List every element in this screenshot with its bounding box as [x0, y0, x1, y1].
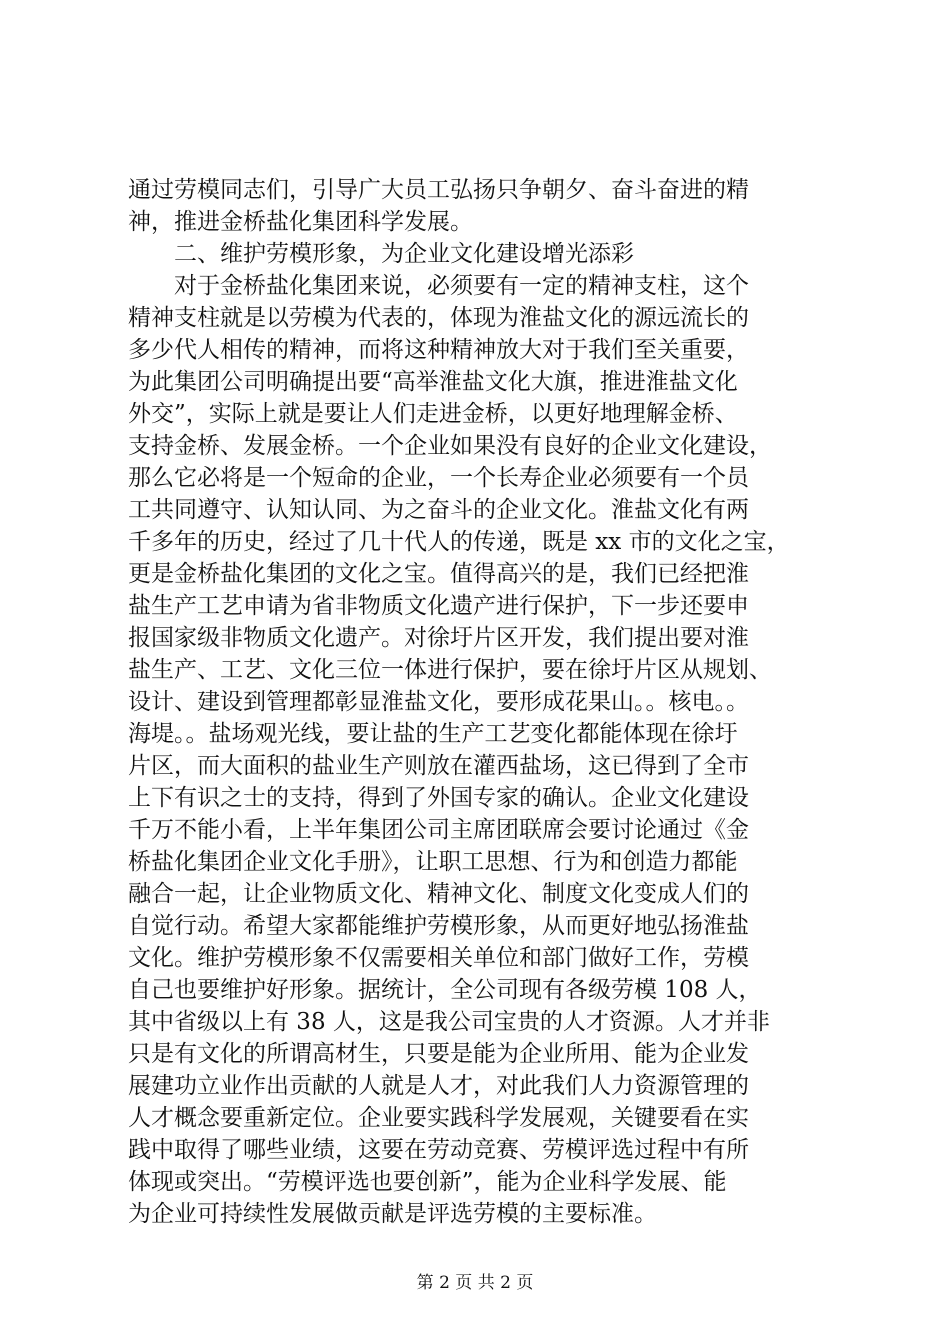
text-line: 对于金桥盐化集团来说，必须要有一定的精神支柱，这个: [174, 273, 749, 299]
text-line: 自己也要维护好形象。据统计，全公司现有各级劳模 108 人，: [128, 977, 762, 1003]
page-footer: [0, 1272, 950, 1294]
text-line: 人才概念要重新定位。企业要实践科学发展观，关键要看在实: [128, 1105, 749, 1131]
text-line: 为企业可持续性发展做贡献是评选劳模的主要标准。: [128, 1201, 657, 1227]
text-line: 体现或突出。“劳模评选也要创新”，能为企业科学发展、能: [128, 1169, 727, 1195]
text-line: 自觉行动。希望大家都能维护劳模形象，从而更好地弘扬淮盐: [128, 913, 749, 939]
text-line: 千多年的历史，经过了几十代人的传递，既是 xx 市的文化之宝，: [128, 529, 790, 555]
text-line: 那么它必将是一个短命的企业，一个长寿企业必须要有一个员: [128, 465, 749, 491]
section-heading: 二、维护劳模形象，为企业文化建设增光添彩: [174, 241, 634, 267]
text-line: 神，推进金桥盐化集团科学发展。: [128, 209, 473, 235]
text-line: 文化。维护劳模形象不仅需要相关单位和部门做好工作，劳模: [128, 945, 749, 971]
text-line: 更是金桥盐化集团的文化之宝。值得高兴的是，我们已经把淮: [128, 561, 749, 587]
text-line: 片区，而大面积的盐业生产则放在灌西盐场，这已得到了全市: [128, 753, 749, 779]
text-line: 工共同遵守、认知认同、为之奋斗的企业文化。淮盐文化有两: [128, 497, 749, 523]
text-line: 通过劳模同志们，引导广大员工弘扬只争朝夕、奋斗奋进的精: [128, 177, 749, 203]
text-line: 盐生产工艺申请为省非物质文化遗产进行保护，下一步还要申: [128, 593, 749, 619]
document-body: [128, 174, 834, 1230]
text-line: 海堤。。盐场观光线，要让盐的生产工艺变化都能体现在徐圩: [128, 721, 738, 747]
page-number-label: 第 2 页 共 2 页: [416, 1273, 534, 1293]
text-line: 只是有文化的所谓高材生，只要是能为企业所用、能为企业发: [128, 1041, 749, 1067]
text-line: 展建功立业作出贡献的人就是人才，对此我们人力资源管理的: [128, 1073, 749, 1099]
text-line: 桥盐化集团企业文化手册》，让职工思想、行为和创造力都能: [128, 849, 738, 875]
text-line: 上下有识之士的支持，得到了外国专家的确认。企业文化建设: [128, 785, 749, 811]
text-line: 其中省级以上有 38 人，这是我公司宝贵的人才资源。人才并非: [128, 1009, 770, 1035]
text-line: 千万不能小看，上半年集团公司主席团联席会要讨论通过《金: [128, 817, 749, 843]
text-line: 融合一起，让企业物质文化、精神文化、制度文化变成人们的: [128, 881, 749, 907]
text-line: 多少代人相传的精神，而将这种精神放大对于我们至关重要，: [128, 337, 749, 363]
text-line: 报国家级非物质文化遗产。对徐圩片区开发，我们提出要对淮: [128, 625, 749, 651]
text-line: 设计、建设到管理都彰显淮盐文化，要形成花果山。。核电。。: [128, 689, 749, 715]
text-line: 盐生产、工艺、文化三位一体进行保护，要在徐圩片区从规划、: [128, 657, 772, 683]
text-line: 支持金桥、发展金桥。一个企业如果没有良好的企业文化建设，: [128, 433, 772, 459]
text-line: 精神支柱就是以劳模为代表的，体现为淮盐文化的源远流长的: [128, 305, 749, 331]
text-line: 外交”，实际上就是要让人们走进金桥，以更好地理解金桥、: [128, 401, 738, 427]
text-line: 践中取得了哪些业绩，这要在劳动竞赛、劳模评选过程中有所: [128, 1137, 749, 1163]
text-line: 为此集团公司明确提出要“高举淮盐文化大旗，推进淮盐文化: [128, 369, 738, 395]
